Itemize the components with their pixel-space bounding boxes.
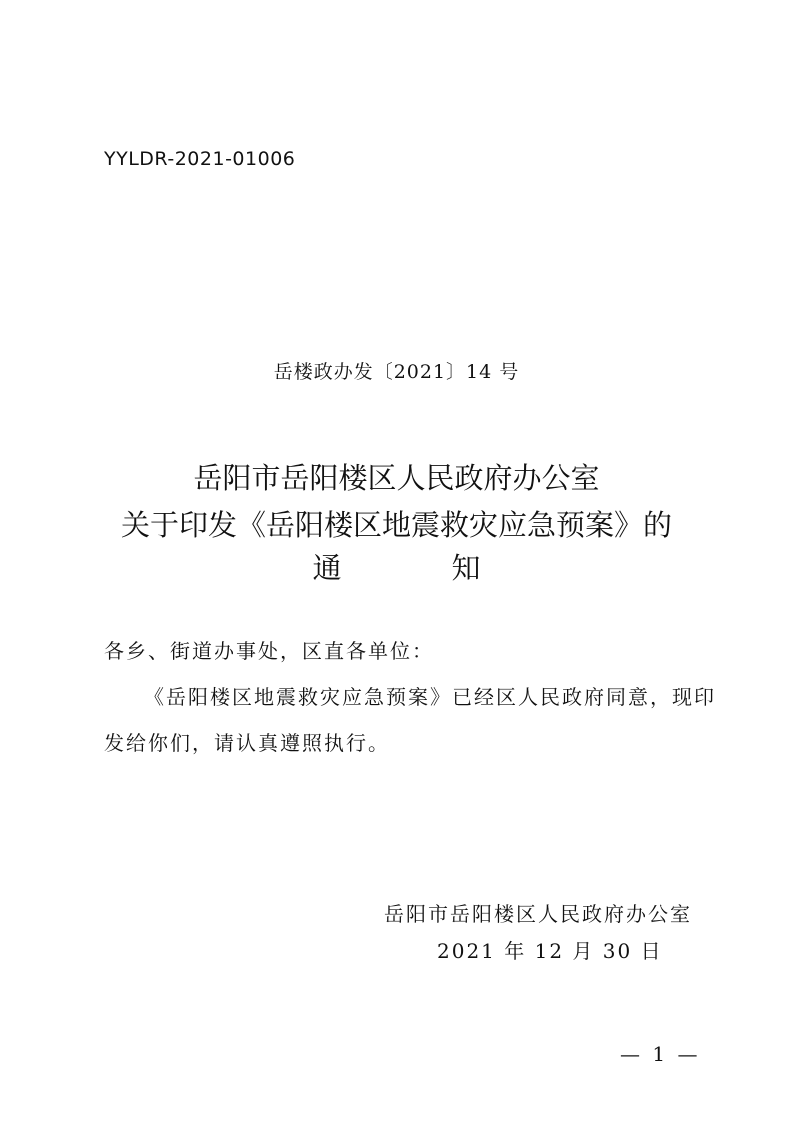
title-notice-char-2: 知 bbox=[451, 551, 481, 585]
body-paragraph-line-2: 发给你们，请认真遵照执行。 bbox=[104, 731, 390, 755]
addressee: 各乡、街道办事处，区直各单位： bbox=[104, 639, 434, 663]
document-number: 岳楼政办发〔2021〕14 号 bbox=[273, 361, 520, 383]
body-paragraph-line-1: 《岳阳楼区地震救灾应急预案》已经区人民政府同意，现印 bbox=[144, 685, 716, 709]
title-notice-char-1: 通 bbox=[312, 551, 342, 585]
title-line-subject: 关于印发《岳阳楼区地震救灾应急预案》的 bbox=[120, 508, 672, 542]
title-line-issuer: 岳阳市岳阳楼区人民政府办公室 bbox=[193, 461, 600, 495]
page-number: — 1 — bbox=[620, 1042, 701, 1066]
document-code: YYLDR-2021-01006 bbox=[104, 148, 296, 170]
title-line-notice bbox=[0, 551, 793, 585]
signature-date: 2021 年 12 月 30 日 bbox=[437, 939, 663, 963]
signature-issuer: 岳阳市岳阳楼区人民政府办公室 bbox=[384, 902, 692, 926]
